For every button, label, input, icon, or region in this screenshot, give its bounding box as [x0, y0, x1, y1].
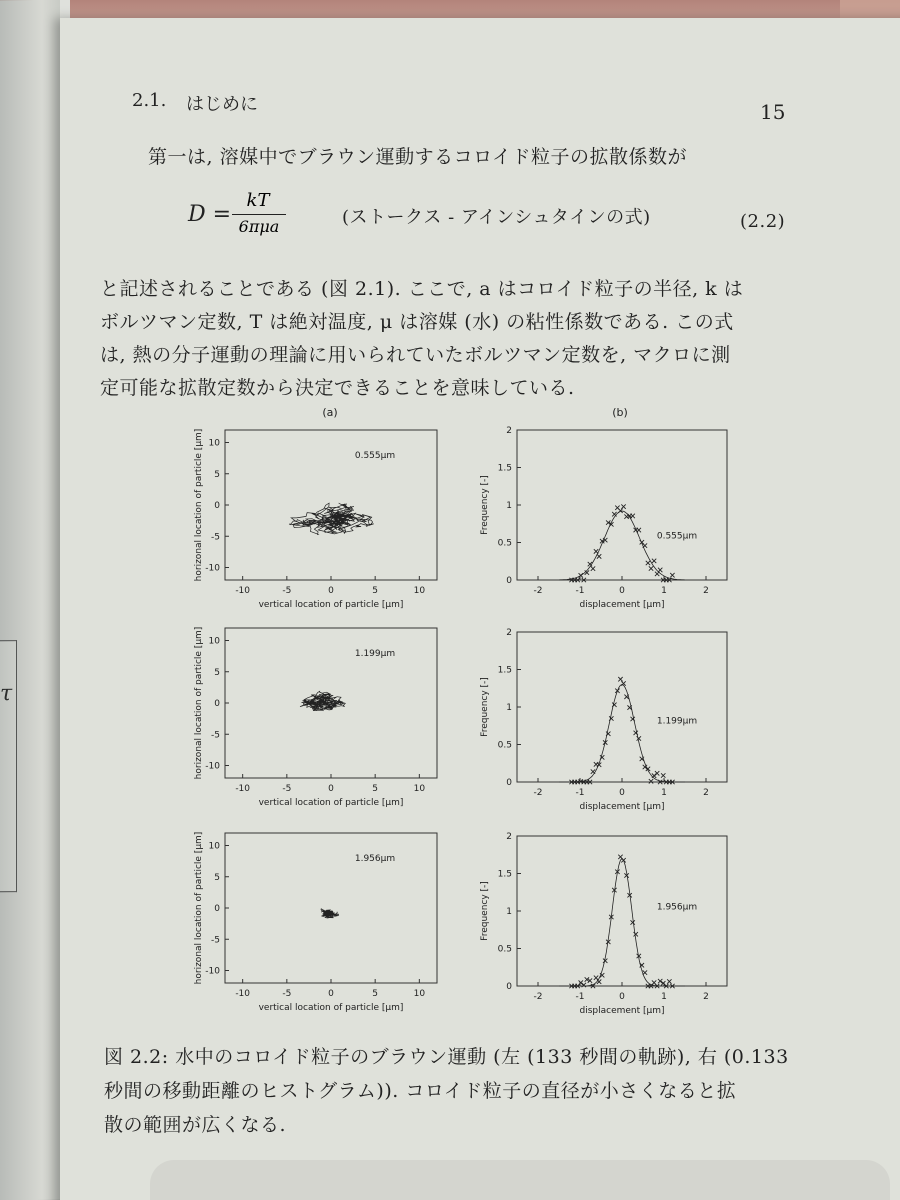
x-axis-label: displacement [µm]	[579, 1006, 665, 1016]
y-tick-label: 0.5	[497, 944, 512, 955]
data-point	[579, 573, 583, 577]
data-point	[643, 970, 647, 974]
data-point	[597, 554, 601, 558]
figure-2-2	[60, 18, 820, 1038]
plot-b-3	[480, 832, 727, 1016]
y-axis-label: horizonal location of particle [µm]	[194, 428, 204, 582]
caption-line-3: 散の範囲が広くなる.	[104, 1114, 287, 1136]
y-tick-label: 5	[214, 872, 220, 883]
data-point	[630, 514, 634, 518]
data-point	[612, 703, 616, 707]
size-label: 1.199µm	[656, 716, 698, 727]
paragraph-line-3: は, 熱の分子運動の理論に用いられていたボルツマン定数を, マクロに測	[100, 344, 731, 366]
y-tick-label: 0	[214, 501, 220, 511]
y-tick-label: 1.5	[497, 665, 512, 676]
y-tick-label: 0	[214, 699, 220, 709]
y-tick-label: -5	[211, 935, 220, 946]
data-point	[594, 976, 598, 980]
x-tick-label: 5	[372, 586, 379, 596]
x-tick-label: 10	[413, 586, 426, 596]
trajectory-line	[300, 691, 345, 711]
gaussian-fit-line	[559, 859, 685, 987]
y-tick-label: 1	[506, 907, 512, 917]
caption-line-2: 秒間の移動距離のヒストグラム)). コロイド粒子の直径が小さくなると拡	[104, 1080, 737, 1102]
data-point	[655, 572, 659, 576]
y-axis-label: Frequency [-]	[480, 677, 490, 737]
y-tick-label: 1	[506, 703, 512, 713]
reflection	[150, 1160, 890, 1200]
x-tick-label: 0	[619, 586, 625, 596]
data-point	[634, 932, 638, 936]
gaussian-fit-line	[559, 685, 685, 783]
y-tick-label: 5	[214, 667, 220, 678]
x-tick-label: 2	[703, 992, 709, 1002]
paragraph-line-2: ボルツマン定数, T は絶対温度, μ は溶媒 (水) の粘性係数である. この式	[100, 311, 734, 333]
page-number: 15	[760, 100, 786, 124]
y-tick-label: 2	[506, 832, 512, 842]
plot-a-1	[194, 429, 437, 610]
book-page	[60, 18, 900, 1200]
x-tick-label: 1	[661, 788, 667, 798]
data-point	[618, 677, 622, 681]
x-axis-label: vertical location of particle [µm]	[258, 1003, 404, 1013]
caption-line-1: 図 2.2: 水中のコロイド粒子のブラウン運動 (左 (133 秒間の軌跡), 右 (0.133	[104, 1046, 789, 1068]
data-point	[637, 528, 641, 532]
gaussian-fit-line	[559, 511, 685, 580]
y-tick-label: 0	[506, 576, 512, 586]
equation-numerator: kT	[246, 190, 270, 211]
data-point	[655, 771, 659, 775]
x-tick-label: -5	[282, 784, 292, 794]
trajectory-line	[321, 909, 339, 918]
x-tick-label: -2	[533, 992, 543, 1002]
data-point	[612, 512, 616, 516]
data-point	[594, 549, 598, 553]
y-tick-label: 10	[208, 636, 220, 647]
y-tick-label: -5	[211, 730, 220, 741]
x-tick-label: -5	[282, 586, 292, 596]
equation-denominator: 6πμa	[238, 217, 280, 236]
plot-b-1	[480, 426, 727, 610]
data-point	[667, 979, 671, 983]
data-point	[670, 573, 674, 577]
size-label: 1.199µm	[354, 649, 396, 659]
size-label: 1.956µm	[354, 854, 396, 864]
data-point	[615, 689, 619, 693]
data-point	[621, 858, 625, 862]
x-axis-label: displacement [µm]	[579, 600, 665, 610]
x-tick-label: 2	[703, 788, 709, 798]
data-point	[658, 568, 662, 572]
plot-frame	[225, 430, 437, 580]
x-tick-label: 0	[328, 989, 334, 999]
x-tick-label: -2	[533, 788, 543, 798]
x-tick-label: 2	[703, 586, 709, 596]
section-number: 2.1.	[132, 90, 167, 111]
equation-name: (ストークス - アインシュタインの式)	[342, 207, 651, 228]
plot-a-2	[194, 627, 437, 808]
x-tick-label: 5	[372, 989, 379, 999]
x-tick-label: 5	[372, 784, 379, 794]
x-tick-label: -10	[235, 586, 251, 596]
y-tick-label: -10	[205, 563, 220, 574]
plot-grid	[194, 426, 727, 1016]
x-tick-label: -10	[235, 989, 251, 999]
intro-line: 第一は, 溶媒中でブラウン運動するコロイド粒子の拡散係数が	[148, 146, 688, 168]
y-axis-label: horizonal location of particle [µm]	[194, 626, 204, 780]
plot-frame	[517, 632, 727, 782]
data-point	[649, 566, 653, 570]
trajectory-line	[289, 503, 374, 535]
size-label: 1.956µm	[656, 902, 698, 913]
plot-b-2	[480, 628, 727, 812]
data-point	[597, 980, 601, 984]
size-label: 0.555µm	[354, 451, 396, 461]
x-tick-label: -10	[235, 784, 251, 794]
x-tick-label: -1	[575, 586, 585, 596]
y-tick-label: 2	[506, 628, 512, 638]
x-tick-label: 10	[413, 989, 426, 999]
y-tick-label: 1.5	[497, 869, 512, 880]
x-tick-label: 1	[661, 586, 667, 596]
paragraph-line-4: 定可能な拡散定数から決定できることを意味している.	[100, 377, 575, 399]
data-point	[649, 779, 653, 783]
y-tick-label: 10	[208, 841, 220, 852]
x-tick-label: 0	[328, 586, 334, 596]
data-point	[621, 504, 625, 508]
plot-frame	[225, 833, 437, 983]
y-tick-label: 0	[214, 904, 220, 914]
x-tick-label: -1	[575, 788, 585, 798]
y-axis-label: horizonal location of particle [µm]	[194, 831, 204, 985]
y-axis-label: Frequency [-]	[480, 475, 490, 535]
equation-lhs: D =	[188, 202, 232, 227]
x-tick-label: -5	[282, 989, 292, 999]
data-point	[643, 543, 647, 547]
paragraph-line-1: と記述されることである (図 2.1). ここで, a はコロイド粒子の半径, k は	[100, 278, 744, 300]
x-tick-label: 1	[661, 992, 667, 1002]
y-tick-label: 5	[214, 469, 220, 480]
x-axis-label: vertical location of particle [µm]	[258, 600, 404, 610]
data-point	[585, 570, 589, 574]
x-axis-label: vertical location of particle [µm]	[258, 798, 404, 808]
y-tick-label: -10	[205, 966, 220, 977]
y-tick-label: 1.5	[497, 463, 512, 474]
y-tick-label: 0.5	[497, 538, 512, 549]
y-tick-label: 2	[506, 426, 512, 436]
x-tick-label: -1	[575, 992, 585, 1002]
y-tick-label: 0	[506, 778, 512, 788]
data-point	[634, 731, 638, 735]
y-tick-label: 10	[208, 438, 220, 449]
size-label: 0.555µm	[656, 531, 698, 542]
section-title: はじめに	[186, 94, 258, 115]
data-point	[652, 773, 656, 777]
data-point	[591, 769, 595, 773]
data-point	[591, 566, 595, 570]
data-point	[630, 920, 634, 924]
data-point	[600, 755, 604, 759]
panel-a-label: (a)	[322, 406, 338, 419]
x-tick-label: -2	[533, 586, 543, 596]
data-point	[609, 716, 613, 720]
x-tick-label: 0	[619, 788, 625, 798]
x-tick-label: 0	[619, 992, 625, 1002]
data-point	[630, 717, 634, 721]
data-point	[579, 980, 583, 984]
equation-number: (2.2)	[740, 211, 786, 232]
data-point	[582, 983, 586, 987]
y-tick-label: 1	[506, 501, 512, 511]
data-point	[624, 514, 628, 518]
panel-b-label: (b)	[612, 406, 628, 419]
data-point	[646, 561, 650, 565]
y-axis-label: Frequency [-]	[480, 881, 490, 941]
previous-page-box: τ	[0, 640, 17, 892]
x-tick-label: 0	[328, 784, 334, 794]
x-axis-label: displacement [µm]	[579, 802, 665, 812]
y-tick-label: 0	[506, 982, 512, 992]
y-tick-label: -10	[205, 761, 220, 772]
plot-a-3	[194, 832, 437, 1013]
y-tick-label: -5	[211, 532, 220, 543]
data-point	[661, 773, 665, 777]
book-spine-shadow	[0, 0, 60, 1200]
y-tick-label: 0.5	[497, 740, 512, 751]
data-point	[652, 559, 656, 563]
x-tick-label: 10	[413, 784, 426, 794]
